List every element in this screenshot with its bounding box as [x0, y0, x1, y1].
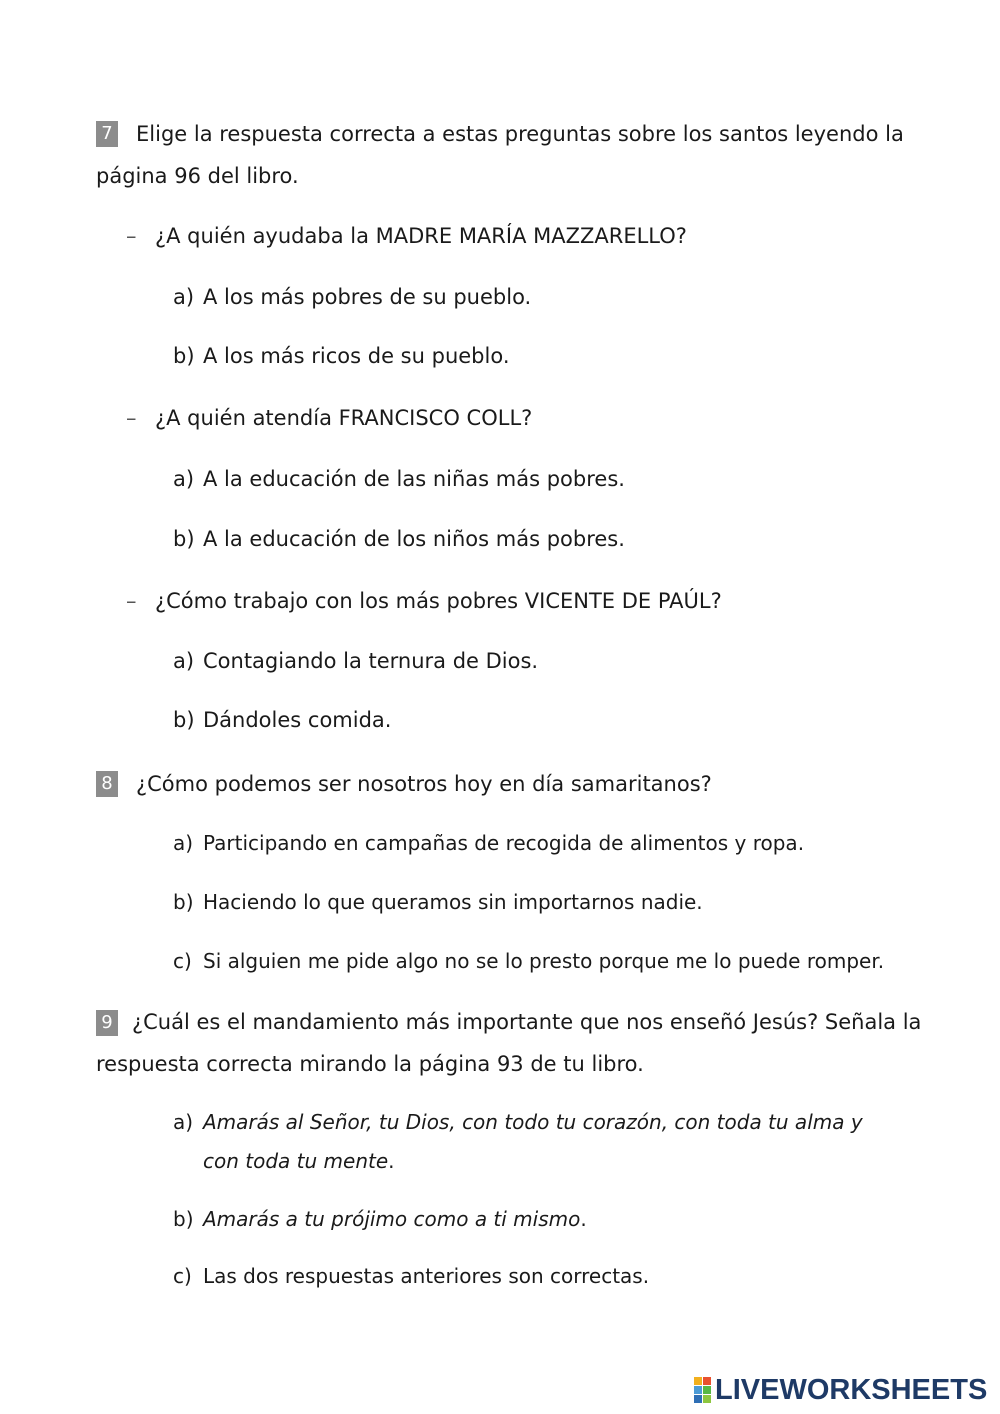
question-number-badge: 9 — [96, 1010, 118, 1036]
option-text: Haciendo lo que queramos sin importarnos nadie. — [203, 890, 703, 914]
logo-square-2 — [703, 1377, 711, 1385]
answer-option[interactable] — [173, 285, 531, 309]
option-text-suffix: . — [388, 1149, 395, 1173]
option-letter: a) — [173, 1110, 194, 1134]
answer-option[interactable] — [173, 649, 538, 673]
option-text: Las dos respuestas anteriores son correctas. — [203, 1264, 650, 1288]
option-text: A los más ricos de su pueblo. — [203, 344, 510, 368]
answer-option[interactable] — [173, 890, 703, 914]
sub-question-text: ¿Cómo trabajo con los más pobres VICENTE DE PAÚL? — [155, 589, 722, 613]
logo-square-5 — [694, 1395, 702, 1403]
question-text-continued: respuesta correcta mirando la página 93 de tu libro. — [96, 1052, 644, 1076]
answer-option[interactable] — [173, 527, 625, 551]
question-text-continued: página 96 del libro. — [96, 164, 299, 188]
sub-question-text: ¿A quién atendía FRANCISCO COLL? — [155, 406, 533, 430]
option-text-continued: con toda tu mente — [203, 1149, 389, 1173]
option-text-suffix: . — [580, 1207, 587, 1231]
option-letter: c) — [173, 949, 192, 973]
answer-option[interactable] — [173, 1110, 863, 1134]
option-letter: a) — [173, 285, 195, 309]
answer-option[interactable] — [173, 708, 391, 732]
liveworksheets-logo[interactable] — [694, 1374, 987, 1406]
option-letter: b) — [173, 527, 195, 551]
option-text: Amarás a tu prójimo como a ti mismo — [203, 1207, 581, 1231]
option-text: Dándoles comida. — [203, 708, 392, 732]
answer-option[interactable] — [173, 831, 804, 855]
answer-option[interactable] — [173, 467, 625, 491]
option-letter: a) — [173, 649, 195, 673]
option-letter: c) — [173, 1264, 192, 1288]
sub-question-text: ¿A quién ayudaba la MADRE MARÍA MAZZARELLO? — [155, 224, 687, 248]
option-letter: b) — [173, 344, 195, 368]
option-text: Amarás al Señor, tu Dios, con todo tu corazón, con toda tu alma y — [203, 1110, 863, 1134]
sub-question-dash: – — [126, 224, 137, 248]
option-text: A la educación de las niñas más pobres. — [203, 467, 625, 491]
question-text: ¿Cuál es el mandamiento más importante que nos enseñó Jesús? Señala la — [132, 1010, 922, 1034]
logo-square-6 — [703, 1395, 711, 1403]
option-text: A la educación de los niños más pobres. — [203, 527, 625, 551]
question-text: ¿Cómo podemos ser nosotros hoy en día samaritanos? — [136, 772, 712, 796]
logo-square-4 — [703, 1386, 711, 1394]
option-letter: b) — [173, 890, 194, 914]
answer-option[interactable] — [173, 1207, 587, 1231]
logo-text: LIVEWORKSHEETS — [715, 1373, 988, 1406]
option-letter: a) — [173, 831, 194, 855]
question-text: Elige la respuesta correcta a estas preguntas sobre los santos leyendo la — [136, 122, 904, 146]
option-text: A los más pobres de su pueblo. — [203, 285, 532, 309]
option-letter: b) — [173, 1207, 194, 1231]
logo-mark-icon — [694, 1377, 711, 1403]
answer-option-continued — [203, 1149, 395, 1173]
question-number-badge: 7 — [96, 121, 118, 147]
option-letter: a) — [173, 467, 195, 491]
answer-option[interactable] — [173, 344, 510, 368]
answer-option[interactable] — [173, 949, 884, 973]
option-text: Participando en campañas de recogida de alimentos y ropa. — [203, 831, 805, 855]
sub-question-dash: – — [126, 406, 137, 430]
logo-square-1 — [694, 1377, 702, 1385]
option-text: Si alguien me pide algo no se lo presto porque me lo puede romper. — [203, 949, 885, 973]
answer-option[interactable] — [173, 1264, 649, 1288]
sub-question-dash: – — [126, 589, 137, 613]
option-text: Contagiando la ternura de Dios. — [203, 649, 539, 673]
question-number-badge: 8 — [96, 771, 118, 797]
logo-square-3 — [694, 1386, 702, 1394]
option-letter: b) — [173, 708, 195, 732]
